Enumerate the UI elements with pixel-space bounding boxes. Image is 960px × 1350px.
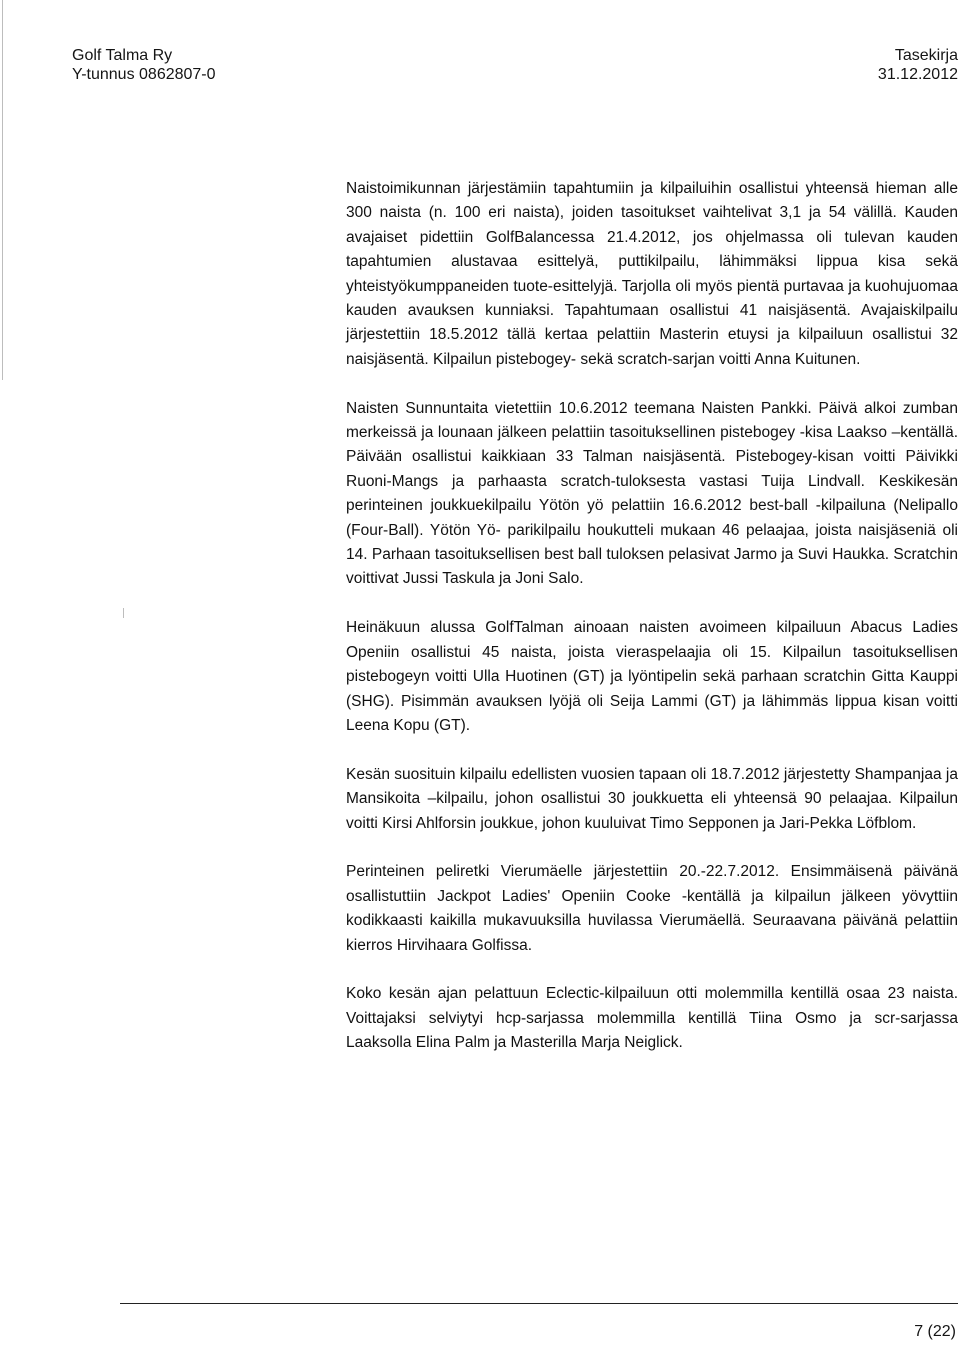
document-body (346, 177, 958, 1080)
document-type: Tasekirja (894, 47, 958, 64)
business-id: Y-tunnus 0862807-0 (72, 66, 216, 83)
scan-edge-mark (2, 0, 3, 380)
header-right (878, 46, 958, 84)
paragraph: Kesän suosituin kilpailu edellisten vuosien tapaan oli 18.7.2012 järjestetty Shampanjaa ja Mansikoita –kilpailu, johon osallistui 30 joukkuetta eli yhteensä 90 pelaajaa. Kilpailun voitti Kirsi Ahlforsin joukkue, johon kuuluivat Timo Sepponen ja Jari-Pekka Löfblom. (346, 765, 958, 832)
header-left (72, 46, 216, 84)
paragraph: Naisten Sunnuntaita vietettiin 10.6.2012 teemana Naisten Pankki. Päivä alkoi zumban merkeissä ja lounaan jälkeen pelattiin tasoituksellinen pistebogey -kisa Laakso –kentällä. Päivään osallistui kaikkiaan 33 Talman naisjäsentä. Pistebogey-kisan voitti Päivikki Ruoni-Mangs ja parhaasta scratch-tuloksesta vastasi Tuija Lindvall. Keskikesän perinteinen joukkuekilpailu Yötön yö pelattiin 16.6.2012 best-ball -kilpailuna (Nelipallo (Four-Ball). Yötön Yö- parikilpailu houkutteli mukaan 46 pelaajaa, joista naisjäseniä oli 14. Parhaan tasoituksellisen best ball tuloksen pelasivat Jarmo ja Suvi Haukka. Scratchin voittivat Jussi Taskula ja Joni Salo. (346, 399, 958, 588)
organization-name: Golf Talma Ry (72, 47, 173, 64)
paragraph: Naistoimikunnan järjestämiin tapahtumiin ja kilpailuihin osallistui yhteensä hieman alle 300 naista (n. 100 eri naista), joiden tasoitukset vaihtelivat 3,1 ja 54 välillä. Kauden avajaiset pidettiin GolfBalancessa 21.4.2012, jos ohjelmassa oli tulevan kauden tapahtumien alustavaa esittelyä, puttikilpailu, lähimmäksi lippua kisa sekä yhteistyökumppaneiden tuote-esittelyjä. Tarjolla oli myös pientä purtavaa ja kuohujuomaa kauden avauksen kunniaksi. Tapahtumaan osallistui 41 naisjäsentä. Avajaiskilpailu järjestettiin 18.5.2012 tällä kertaa pelattiin Masterin etuysi ja kilpailuun osallistui 32 naisjäsentä. Kilpailun pistebogey- sekä scratch-sarjan voitti Anna Kuitunen. (346, 180, 958, 368)
page-number: 7 (22) (914, 1323, 956, 1340)
paragraph: Koko kesän ajan pelattuun Eclectic-kilpailuun otti molemmilla kentillä osaa 23 naista. Voittajaksi selviytyi hcp-sarjassa molemmilla kentillä Tiina Osmo ja scr-sarjassa Laaksolla Elina Palm ja Masterilla Marja Neiglick. (346, 985, 958, 1052)
scan-edge-mark (123, 608, 124, 618)
footer-divider (120, 1303, 958, 1304)
document-date: 31.12.2012 (877, 66, 958, 83)
paragraph: Perinteinen peliretki Vierumäelle järjestettiin 20.-22.7.2012. Ensimmäisenä päivänä osallistuttiin Jackpot Ladies' Openiin Cooke -kentällä ja kilpailun jälkeen yövyttiin kodikkaasti kaikilla mukavuuksilla huvilassa Vierumäellä. Seuraavana päivänä pelattiin kierros Hirvihaara Golfissa. (346, 863, 958, 954)
paragraph: Heinäkuun alussa GolfTalman ainoaan naisten avoimeen kilpailuun Abacus Ladies Openiin osallistui 45 naista, joista vieraspelaajia oli 15. Kilpailun tasoituksellisen pistebogeyn voitti Ulla Huotinen (GT) ja lyöntipelin sekä parhaan scratchin Gitta Kauppi (SHG). Pisimmän avauksen lyöjä oli Seija Lammi (GT) ja lähimmäs lippua kisan voitti Leena Kopu (GT). (346, 619, 958, 734)
